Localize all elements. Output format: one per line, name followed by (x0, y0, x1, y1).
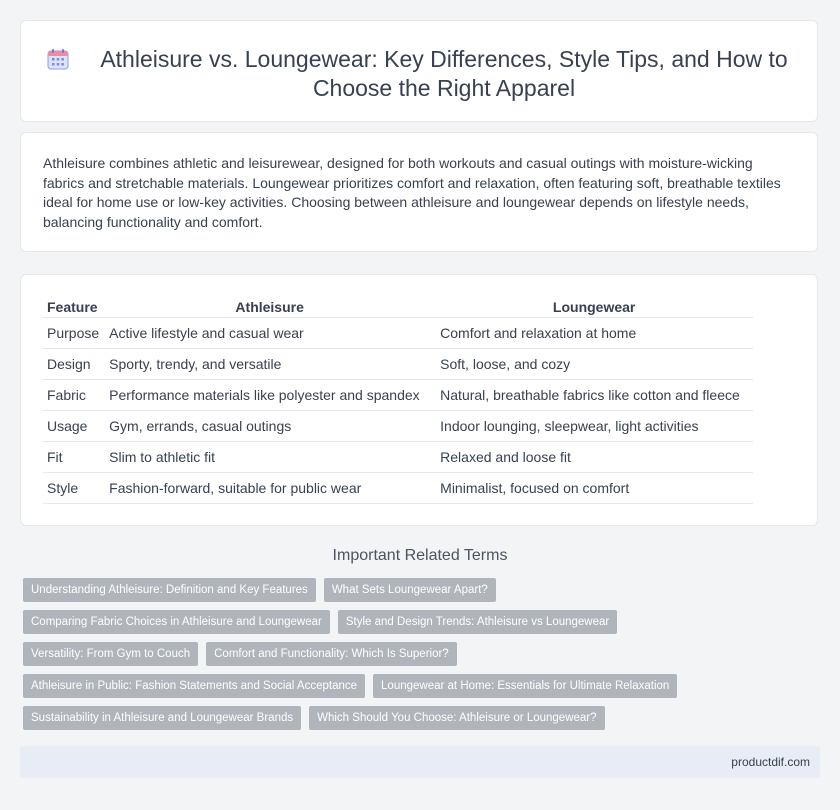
related-terms-title: Important Related Terms (332, 547, 508, 564)
related-terms-list (23, 578, 813, 738)
table-cell: Fashion-forward, suitable for public wear (104, 473, 435, 504)
tag-row (23, 610, 813, 634)
tag-row (23, 674, 813, 698)
table-row (43, 380, 753, 411)
table-cell: Relaxed and loose fit (435, 442, 753, 473)
table-cell: Slim to athletic fit (104, 442, 435, 473)
table-row (43, 349, 753, 380)
related-term-tag[interactable]: Comfort and Functionality: Which Is Superior? (206, 642, 457, 666)
table-row (43, 442, 753, 473)
related-term-tag[interactable]: Understanding Athleisure: Definition and Key Features (23, 578, 316, 602)
header-loungewear: Loungewear (435, 295, 753, 318)
related-term-tag[interactable]: Sustainability in Athleisure and Loungewear Brands (23, 706, 301, 730)
related-term-tag[interactable]: Which Should You Choose: Athleisure or Loungewear? (309, 706, 604, 730)
related-term-tag[interactable]: Athleisure in Public: Fashion Statements and Social Acceptance (23, 674, 365, 698)
related-term-tag[interactable]: Comparing Fabric Choices in Athleisure and Loungewear (23, 610, 330, 634)
tag-row (23, 706, 813, 730)
table-cell: Natural, breathable fabrics like cotton and fleece (435, 380, 753, 411)
table-cell: Comfort and relaxation at home (435, 318, 753, 349)
footer (20, 746, 820, 778)
table-row (43, 411, 753, 442)
tag-row (23, 642, 813, 666)
related-term-tag[interactable]: Versatility: From Gym to Couch (23, 642, 198, 666)
table-header-row (43, 295, 753, 318)
table-cell: Active lifestyle and casual wear (104, 318, 435, 349)
table-cell: Fabric (43, 380, 104, 411)
intro-card (20, 132, 818, 252)
table-cell: Usage (43, 411, 104, 442)
page-title: Athleisure vs. Loungewear: Key Differences, Style Tips, and How to Choose the Right Apparel (100, 46, 788, 101)
calendar-icon (47, 48, 69, 70)
comparison-card (20, 274, 818, 526)
table-cell: Sporty, trendy, and versatile (104, 349, 435, 380)
header-athleisure: Athleisure (104, 295, 435, 318)
header-card (20, 20, 818, 122)
table-cell: Performance materials like polyester and spandex (104, 380, 435, 411)
table-cell: Design (43, 349, 104, 380)
related-term-tag[interactable]: Loungewear at Home: Essentials for Ultimate Relaxation (373, 674, 677, 698)
table-cell: Purpose (43, 318, 104, 349)
table-cell: Fit (43, 442, 104, 473)
table-cell: Soft, loose, and cozy (435, 349, 753, 380)
table-row (43, 318, 753, 349)
table-cell: Minimalist, focused on comfort (435, 473, 753, 504)
related-term-tag[interactable]: Style and Design Trends: Athleisure vs Loungewear (338, 610, 617, 634)
footer-site[interactable]: productdif.com (731, 755, 810, 769)
intro-text: Athleisure combines athletic and leisurewear, designed for both workouts and casual outings with moisture-wicking fabrics and stretchable materials. Loungewear prioritizes comfort and relaxation, often featuring soft, breathable textiles ideal for home use or low-key activities. Choosing between athleisure and loungewear depends on lifestyle needs, balancing functionality and comfort. (43, 155, 781, 230)
comparison-table (43, 295, 753, 504)
table-cell: Gym, errands, casual outings (104, 411, 435, 442)
tag-row (23, 578, 813, 602)
related-term-tag[interactable]: What Sets Loungewear Apart? (324, 578, 496, 602)
table-row (43, 473, 753, 504)
header-feature: Feature (43, 295, 104, 318)
table-cell: Indoor lounging, sleepwear, light activities (435, 411, 753, 442)
table-cell: Style (43, 473, 104, 504)
